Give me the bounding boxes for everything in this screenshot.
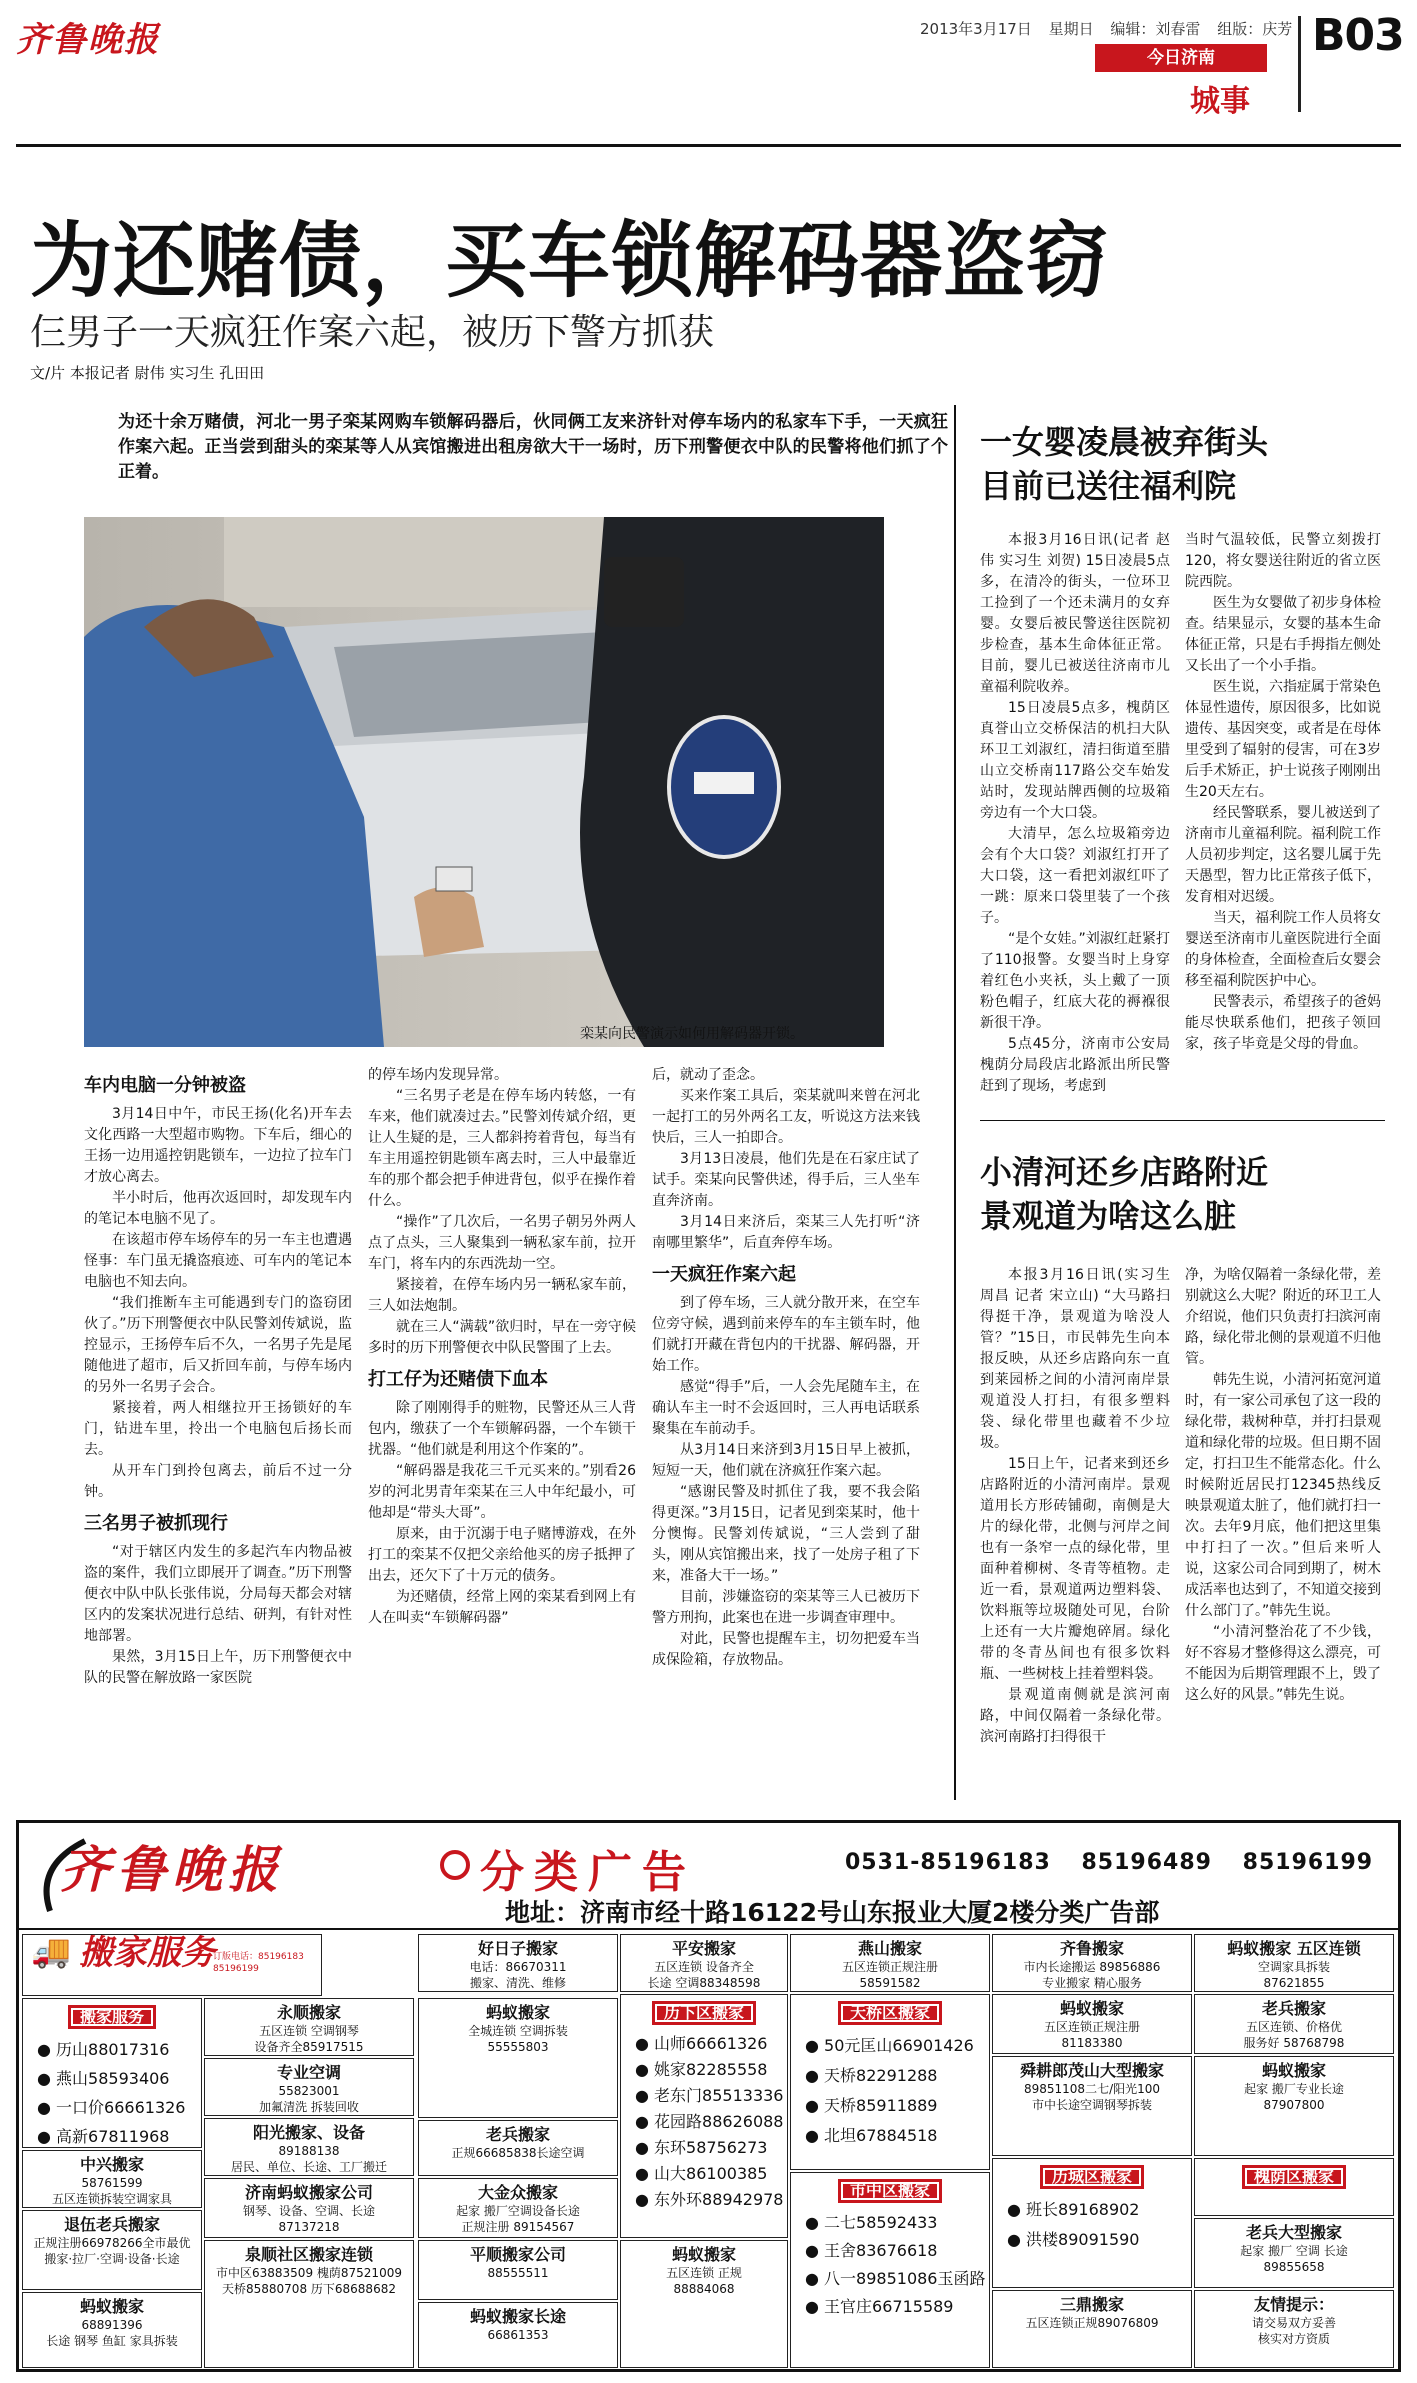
- ad-cell-name: 蚂蚁搬家: [79, 2297, 144, 2316]
- district-item: ● 东外环88942978: [635, 2190, 784, 2209]
- ad-cell-line: 起家 搬厂 空调 长途: [1240, 2244, 1348, 2258]
- ad-cell-line: 81183380: [1061, 2036, 1123, 2050]
- ad-cell-name: 好日子搬家: [477, 1939, 558, 1958]
- ad-cell-line: 正规注册 89154567: [461, 2220, 575, 2234]
- district-item: ● 一口价66661326: [37, 2098, 186, 2117]
- paragraph: 大清早，怎么垃圾箱旁边会有个大口袋？刘淑红打开了大口袋，这一看把刘淑红吓了一跳：原来口袋里装了一个孩子。: [980, 826, 1170, 926]
- ad-cell-name: 蚂蚁搬家: [485, 2003, 550, 2022]
- paragraph: 为还赌债，经常上网的栾某看到网上有人在叫卖“车锁解码器”: [368, 1589, 636, 1626]
- paragraph: “我们推断车主可能遇到专门的盗窃团伙了。”历下刑警便衣中队民警刘传斌说，监控显示，王扬停车后不久，一名男子先是尾随他进了超市，后又折回车前，与停车场内的另外一名男子会合。: [84, 1295, 352, 1395]
- ad-cell: [1194, 1994, 1394, 2054]
- district-item: ● 八一89851086玉函路: [805, 2269, 986, 2288]
- mover-icon: 🚚: [31, 1934, 71, 1970]
- paragraph: 医生为女婴做了初步身体检查。结果显示，女婴的基本生命体征正常，只是右手拇指左侧处又长出了一个小手指。: [1185, 595, 1381, 674]
- ad-cell: [418, 1934, 618, 1992]
- paragraph: 从3月14日来济到3月15日早上被抓，短短一天，他们就在济疯狂作案六起。: [652, 1442, 920, 1479]
- subheading: 打工仔为还赌债下血本: [368, 1369, 548, 1390]
- district-item: ● 洪楼89091590: [1007, 2230, 1140, 2249]
- paragraph: 净，为啥仅隔着一条绿化带，差别就这么大呢？附近的环卫工人介绍说，他们只负责打扫滨河南路，绿化带北侧的景观道不归他管。: [1185, 1267, 1381, 1367]
- ad-cell-line: 请交易双方妥善: [1251, 2316, 1336, 2330]
- ad-cell-name: 老兵搬家: [485, 2125, 550, 2144]
- district-items: [23, 2035, 201, 2148]
- ad-cell-line: 正规66685838长途空调: [451, 2146, 585, 2160]
- ad-cell-line: 五区连锁拆装空调家具: [51, 2192, 172, 2206]
- ad-cell-line: 核实对方资质: [1257, 2332, 1330, 2346]
- paragraph: 15日凌晨5点多，槐荫区真誉山立交桥保洁的机扫大队环卫工刘淑红，清扫街道至腊山立交桥南117路公交车始发站时，发现站牌西侧的垃圾箱旁边有一个大口袋。: [980, 700, 1170, 821]
- ad-phones: [845, 1850, 1395, 1875]
- shizhong-items: [791, 2209, 989, 2321]
- ad-banner-title: 搬家服务: [79, 1934, 215, 1973]
- ad-cell-line: 87621855: [1263, 1976, 1325, 1990]
- paragraph: 15日上午，记者来到还乡店路附近的小清河南岸。景观道用长方形砖铺砌，南侧是大片的绿化带，北侧与河岸之间也有一条窄一点的绿化带，里面种着柳树、冬青等植物。走近一看，景观道两边塑料袋、饮料瓶等垃圾随处可见，台阶上还有一大片瓣炮碎屑。绿化带的冬青丛间也有很多饮料瓶、一些树枝上挂着塑料袋。: [980, 1456, 1170, 1682]
- ad-cell-line: 58591582: [859, 1976, 921, 1990]
- district-title: 搬家服务: [68, 2005, 156, 2029]
- paragraph: “三名男子老是在停车场内转悠，一有车来，他们就凑过去。”民警刘传斌介绍，更让人生疑的是，三人都斜挎着背包，每当有车主用遥控钥匙锁车离去时，三人中最靠近车的那个都会把手伸进背包，似乎在操作着什么。: [368, 1088, 636, 1209]
- huaiyin-title: 槐荫区搬家: [1242, 2165, 1346, 2189]
- ad-cell-line: 天桥85880708 历下68688682: [222, 2282, 396, 2296]
- ad-phone-3: 85196199: [1242, 1850, 1374, 1875]
- licheng-title: 历城区搬家: [1040, 2165, 1144, 2189]
- ad-cell-line: 五区连锁正规注册: [1043, 2020, 1140, 2034]
- paragraph: “小清河整治花了不少钱，好不容易才整修得这么漂亮，可不能因为后期管理跟不上，毁了这么好的风景。”韩先生说。: [1185, 1624, 1381, 1703]
- district-item: ● 东环58756273: [635, 2138, 768, 2157]
- district-item: ● 天桥82291288: [805, 2066, 938, 2085]
- story-divider: [980, 1120, 1385, 1121]
- paragraph: 的停车场内发现异常。: [368, 1067, 508, 1083]
- ad-cell-name: 齐鲁搬家: [1059, 1939, 1124, 1958]
- story3-title-line1: 小清河还乡店路附近: [980, 1153, 1269, 1191]
- licheng-items: [993, 2195, 1191, 2255]
- ad-cell-line: 89855658: [1263, 2260, 1325, 2274]
- story3-title-line2: 景观道为啥这么脏: [980, 1197, 1237, 1235]
- ad-cell-line: 五区连锁 空调钢琴: [259, 2024, 359, 2038]
- district-item: ● 王舍83676618: [805, 2241, 938, 2260]
- ad-cell: [992, 2290, 1192, 2368]
- paragraph: 韩先生说，小清河拓宽河道时，有一家公司承包了这一段的绿化带，栽树种草，并打扫景观道和绿化带的垃圾。但日期不固定，打扫卫生不能常态化。什么时候附近居民打12345热线反映景观道太脏了，他们就打扫一次。去年9月底，他们把这里集中打扫了一次。”但后来听人说，这家公司合同到期了，树木成活率也达到了，不知道交接到什么部门了。”韩先生说。: [1185, 1372, 1381, 1619]
- ad-cell-line: 起家 搬厂空调设备长途: [456, 2204, 580, 2218]
- ad-cell-line: 五区连锁 设备齐全: [654, 1960, 754, 1974]
- ad-cell: [1194, 2218, 1394, 2288]
- paragraph: 紧接着，两人相继拉开王扬锁好的车门，钻进车里，拎出一个电脑包后扬长而去。: [84, 1400, 352, 1458]
- story2-title-line1: 一女婴凌晨被弃街头: [980, 423, 1269, 461]
- ad-cell-name: 蚂蚁搬家 五区连锁: [1227, 1939, 1361, 1958]
- ad-cell-name: 蚂蚁搬家长途: [469, 2307, 566, 2326]
- ad-cell-name: 友情提示：: [1253, 2295, 1334, 2314]
- ad-cell-line: 空调家具拆装: [1257, 1960, 1330, 1974]
- main-byline: 文/片 本报记者 尉伟 实习生 孔田田: [30, 364, 265, 382]
- ad-cell-name: 济南蚂蚁搬家公司: [244, 2183, 373, 2202]
- ad-cell-line: 长途 空调88348598: [647, 1976, 761, 1990]
- district-item: ● 山师66661326: [635, 2034, 768, 2053]
- ad-district-list: [22, 1998, 202, 2148]
- ad-cell: [1194, 2056, 1394, 2156]
- editor-credit: 编辑：刘春雷: [1110, 20, 1201, 38]
- ad-cell-line: 起家 搬厂专业长途: [1244, 2082, 1344, 2096]
- district-item: ● 山大86100385: [635, 2164, 768, 2183]
- paragraph: 从开车门到拎包离去，前后不过一分钟。: [84, 1463, 352, 1500]
- ad-cell-line: 专业搬家 精心服务: [1042, 1976, 1142, 1990]
- ad-cell-name: 泉顺社区搬家连锁: [244, 2245, 373, 2264]
- district-item: ● 班长89168902: [1007, 2200, 1140, 2219]
- main-column-3: [652, 1065, 920, 1671]
- ad-circle-icon: [440, 1850, 470, 1880]
- ad-cell-line: 正规注册66978266全市最优: [33, 2236, 191, 2250]
- district-item: ● 姚家82285558: [635, 2060, 768, 2079]
- ad-cell-line: 88555511: [487, 2266, 549, 2280]
- ad-cell-name: 专业空调: [276, 2063, 341, 2082]
- ad-cell: [418, 2178, 618, 2238]
- subheading: 三名男子被抓现行: [84, 1513, 228, 1534]
- ad-cell-line: 68891396: [81, 2318, 143, 2332]
- ad-cell-line: 市中区63883509 槐荫87521009: [216, 2266, 402, 2280]
- paragraph: “对于辖区内发生的多起汽车内物品被盗的案件，我们立即展开了调查。”历下刑警便衣中队中队长张伟说，分局每天都会对辖区内的发案状况进行总结、研判，有针对性地部署。: [84, 1544, 352, 1644]
- ad-phone-1: 0531-85196183: [845, 1850, 1051, 1875]
- paragraph: 当天，福利院工作人员将女婴送至济南市儿童医院进行全面的身体检查，全面检查后女婴会移至福利院医护中心。: [1185, 910, 1381, 989]
- ad-cell-name: 永顺搬家: [276, 2003, 341, 2022]
- paragraph: 3月14日中午，市民王扬(化名)开车去文化西路一大型超市购物。下车后，细心的王扬一边用遥控钥匙锁车，一边拉了拉车门才放心离去。: [84, 1106, 352, 1185]
- lixia-items: [621, 2031, 787, 2213]
- ad-cell-line: 五区连锁、价格优: [1245, 2020, 1342, 2034]
- story3-column-2: [1185, 1265, 1381, 1706]
- ad-cell-line: 长途 钢琴 鱼缸 家具拆装: [46, 2334, 178, 2348]
- tianqiao-title: 天桥区搬家: [838, 2001, 942, 2025]
- ad-cell-line: 设备齐全85917515: [254, 2040, 364, 2054]
- ad-cell-name: 舜耕郎茂山大型搬家: [1019, 2061, 1164, 2080]
- ad-cell: [620, 1934, 788, 1992]
- paragraph: 感觉“得手”后，一人会先尾随车主，在确认车主一时不会返回时，三人再电话联系聚集在车前动手。: [652, 1379, 920, 1437]
- paragraph: 本报3月16日讯(实习生 周昌 记者 宋立山) “大马路扫得挺干净，景观道为啥没人管？”15日，市民韩先生向本报反映，从还乡店路向东一直到莱园桥之间的小清河南岸景观道没人打扫，有很多塑料袋、绿化带里也藏着不少垃圾。: [980, 1267, 1170, 1451]
- ad-cell-name: 三鼎搬家: [1059, 2295, 1124, 2314]
- ad-cell-line: 87137218: [278, 2220, 340, 2234]
- masthead-logo: 齐鲁晚报: [16, 20, 160, 60]
- main-column-2: [368, 1065, 636, 1629]
- ad-cell-name: 老兵搬家: [1261, 1999, 1326, 2018]
- subheading: 一天疯狂作案六起: [652, 1264, 796, 1285]
- ad-cell: [418, 2302, 618, 2368]
- page-number: B03: [1312, 10, 1404, 61]
- ad-cell: [204, 1998, 414, 2056]
- ad-cell: [204, 2058, 414, 2116]
- paragraph: 紧接着，在停车场内另一辆私家车前，三人如法炮制。: [368, 1277, 636, 1314]
- ad-cell: [204, 2240, 414, 2368]
- ad-cell-line: 搬家·拉厂·空调·设备·长途: [44, 2252, 180, 2266]
- ad-cell-line: 88884068: [673, 2282, 735, 2296]
- ad-cell-name: 老兵大型搬家: [1245, 2223, 1342, 2242]
- district-item: ● 50元匡山66901426: [805, 2036, 974, 2055]
- ad-cell: [204, 2178, 414, 2238]
- layout-credit: 组版：庆芳: [1217, 20, 1293, 38]
- tianqiao-items: [791, 2031, 989, 2151]
- ad-cell-name: 大金众搬家: [477, 2183, 558, 2202]
- ad-rule: [16, 1928, 1401, 1930]
- ad-cell: [992, 1934, 1192, 1992]
- header-rule: [16, 144, 1401, 147]
- ad-lixia: [620, 1994, 788, 2238]
- ad-tianqiao: [790, 1994, 990, 2170]
- story3-column-1: [980, 1265, 1170, 1748]
- ad-cell: [790, 1934, 990, 1992]
- ad-cell-name: 蚂蚁搬家: [671, 2245, 736, 2264]
- paragraph: 5点45分，济南市公安局槐荫分局段店北路派出所民警赶到了现场，考虑到: [980, 1036, 1170, 1094]
- story2-column-2: [1185, 530, 1381, 1055]
- paragraph: “感谢民警及时抓住了我，要不我会陷得更深。”3月15日，记者见到栾某时，他十分懊悔。民警刘传斌说，“三人尝到了甜头，刚从宾馆搬出来，找了一处房子租了下来，准备大干一场。”: [652, 1484, 920, 1584]
- paragraph: 就在三人“满载”欲归时，早在一旁守候多时的历下刑警便衣中队民警围了上去。: [368, 1319, 636, 1356]
- ad-cell-line: 55555803: [487, 2040, 549, 2054]
- district-item: ● 高新67811968: [37, 2127, 170, 2146]
- ad-cell: [620, 2240, 788, 2368]
- ad-cell-name: 平顺搬家公司: [469, 2245, 566, 2264]
- paragraph: 后，就动了歪念。: [652, 1067, 764, 1083]
- ad-logo: 齐鲁晚报: [60, 1840, 284, 1899]
- ad-address: 地址：济南市经十路16122号山东报业大厦2楼分类广告部: [505, 1898, 1160, 1927]
- paragraph: 半小时后，他再次返回时，却发现车内的笔记本电脑不见了。: [84, 1190, 352, 1227]
- district-item: ● 老东门85513336: [635, 2086, 784, 2105]
- ad-huaiyin: [1194, 2158, 1394, 2216]
- ad-cell-name: 中兴搬家: [79, 2155, 144, 2174]
- paragraph: 除了刚刚得手的赃物，民警还从三人背包内，缴获了一个车锁解码器，一个车锁干扰器。“他们就是利用这个作案的”。: [368, 1400, 636, 1458]
- ad-cell-line: 市内长途搬运 89856886: [1023, 1960, 1161, 1974]
- ad-cell-line: 搬家、清洗、维修: [469, 1976, 566, 1990]
- ad-cell-line: 87907800: [1263, 2098, 1325, 2112]
- ad-cell-name: 退伍老兵搬家: [63, 2215, 160, 2234]
- main-subhead: 仨男子一天疯狂作案六起，被历下警方抓获: [30, 312, 715, 353]
- ad-cell-line: 居民、单位、长途、工厂搬迁: [230, 2160, 387, 2174]
- ad-phone-2: 85196489: [1081, 1850, 1212, 1875]
- ad-cell: [992, 2056, 1192, 2156]
- ad-cell: [1194, 2290, 1394, 2368]
- ad-cell-line: 全城连锁 空调拆装: [468, 2024, 568, 2038]
- column-divider: [954, 405, 956, 1800]
- district-item: ● 北坦67884518: [805, 2126, 938, 2145]
- ad-cell: [992, 1994, 1192, 2054]
- ad-cell-line: 五区连锁 正规: [666, 2266, 742, 2280]
- ad-cell-line: 89188138: [278, 2144, 340, 2158]
- main-headline: 为还赌债，买车锁解码器盗窃: [30, 214, 1110, 309]
- ad-cell-line: 电话：86670311: [469, 1960, 567, 1974]
- ad-licheng: [992, 2158, 1192, 2288]
- ad-cell-line: 钢琴、设备、空调、长途: [242, 2204, 375, 2218]
- paragraph: 景观道南侧就是滨河南路，中间仅隔着一条绿化带。滨河南路打扫得很干: [980, 1687, 1170, 1745]
- ad-cell: [418, 2240, 618, 2300]
- ad-cell: [1194, 1934, 1394, 1992]
- ad-cell-line: 服务好 58768798: [1243, 2036, 1345, 2050]
- paragraph: 医生说，六指症属于常染色体显性遗传，原因很多，比如说遗传、基因突变，或者是在母体里受到了辐射的侵害，可在3岁后手术矫正，护士说孩子刚刚出生20天左右。: [1185, 679, 1381, 800]
- header-divider: [1298, 16, 1301, 112]
- paragraph: 果然，3月15日上午，历下刑警便衣中队的民警在解放路一家医院: [84, 1649, 352, 1686]
- main-column-1: [84, 1065, 352, 1689]
- subheading: 车内电脑一分钟被盗: [84, 1075, 246, 1096]
- paragraph: 3月13日凌晨，他们先是在石家庄试了试手。栾某向民警供述，得手后，三人坐车直奔济南。: [652, 1151, 920, 1209]
- header-info: [920, 18, 1304, 39]
- ad-cell-line: 89851108二七/阳光100: [1023, 2082, 1161, 2096]
- ad-cell-line: 市中长途空调钢琴拆装: [1031, 2098, 1152, 2112]
- district-item: ● 花园路88626088: [635, 2112, 784, 2131]
- district-item: ● 王官庄66715589: [805, 2297, 954, 2316]
- paragraph: 民警表示，希望孩子的爸妈能尽快联系他们，把孩子领回家，孩子毕竟是父母的骨血。: [1185, 994, 1381, 1052]
- district-item: ● 燕山58593406: [37, 2069, 170, 2088]
- paragraph: “操作”了几次后，一名男子朝另外两人点了点头，三人聚集到一辆私家车前，拉开车门，将车内的东西洗劫一空。: [368, 1214, 636, 1272]
- ad-cell-line: 加氟清洗 拆装回收: [259, 2100, 359, 2114]
- paragraph: 买来作案工具后，栾某就叫来曾在河北一起打工的另外两名工友，听说这方法来钱快后，三人一拍即合。: [652, 1088, 920, 1146]
- ad-cell-line: 五区连锁正规注册: [841, 1960, 938, 1974]
- ad-banner-moving: [22, 1934, 322, 1996]
- ad-cell: [22, 2292, 202, 2368]
- story2-title: [980, 420, 1268, 508]
- ad-shizhong: [790, 2172, 990, 2368]
- paragraph: “是个女娃。”刘淑红赶紧打了110报警。女婴当时上身穿着红色小夹袄，头上戴了一顶粉色帽子，红底大花的褥褓很新很干净。: [980, 931, 1170, 1031]
- ad-cell: [22, 2150, 202, 2208]
- paragraph: 目前，涉嫌盗窃的栾某等三人已被历下警方刑拘，此案也在进一步调查审理中。: [652, 1589, 920, 1626]
- district-item: ● 天桥85911889: [805, 2096, 938, 2115]
- ad-cell-name: 蚂蚁搬家: [1059, 1999, 1124, 2018]
- news-photo: [84, 517, 884, 1047]
- issue-date: 2013年3月17日: [920, 20, 1032, 38]
- paragraph: 本报3月16日讯(记者 赵伟 实习生 刘贺) 15日凌晨5点多，在清冷的街头，一位环卫工捡到了一个还未满月的女弃婴。女婴后被民警送往医院初步检查，基本生命体征正常。目前，婴儿已被送往济南市儿童福利院收养。: [980, 532, 1170, 695]
- ad-cell-line: 五区连锁正规89076809: [1025, 2316, 1159, 2330]
- main-lead: 为还十余万赌债，河北一男子栾某网购车锁解码器后，伙同俩工友来济针对停车场内的私家车下手，一天疯狂作案六起。正当尝到甜头的栾某等人从宾馆搬进出租房欲大干一场时，历下刑警便衣中队的民警将他们抓了个正着。: [118, 412, 948, 482]
- ad-cell-name: 蚂蚁搬家: [1261, 2061, 1326, 2080]
- ad-cell-name: 阳光搬家、设备: [252, 2123, 365, 2142]
- paragraph: 当时气温较低，民警立刻拨打120，将女婴送往附近的省立医院西院。: [1185, 532, 1381, 590]
- paragraph: 3月14日来济后，栾某三人先打听“济南哪里繁华”，后直奔停车场。: [652, 1214, 920, 1251]
- story3-title: [980, 1150, 1268, 1238]
- ad-cell: [418, 2120, 618, 2176]
- section-tag: 今日济南: [1095, 44, 1267, 72]
- paragraph: 在该超市停车场停车的另一车主也遭遇怪事：车门虽无撬盗痕迹、可车内的笔记本电脑也不知去向。: [84, 1232, 352, 1290]
- section-name: 城事: [1190, 84, 1250, 119]
- issue-weekday: 星期日: [1048, 20, 1094, 38]
- paragraph: 到了停车场，三人就分散开来，在空车位旁守候，遇到前来停车的车主锁车时，他们就打开藏在背包内的干扰器、解码器，开始工作。: [652, 1295, 920, 1374]
- ad-banner-hotline: 订版电话：85196183 85196199: [213, 1952, 304, 1974]
- ad-cell-line: 58761599: [81, 2176, 143, 2190]
- ad-cell-line: 66861353: [487, 2328, 549, 2342]
- district-item: ● 历山88017316: [37, 2040, 170, 2059]
- story2-title-line2: 目前已送往福利院: [980, 467, 1237, 505]
- ad-cell-line: 55823001: [278, 2084, 340, 2098]
- shizhong-title: 市中区搬家: [838, 2179, 942, 2203]
- ad-cell-name: 平安搬家: [671, 1939, 736, 1958]
- district-item: ● 二七58592433: [805, 2213, 938, 2232]
- paragraph: 经民警联系，婴儿被送到了济南市儿童福利院。福利院工作人员初步判定，这名婴儿属于先天愚型，智力比正常孩子低下，发育相对迟缓。: [1185, 805, 1381, 905]
- ad-cell: [204, 2118, 414, 2176]
- ad-cell: [418, 1998, 618, 2118]
- ad-cell: [22, 2210, 202, 2290]
- ad-cell-name: 燕山搬家: [857, 1939, 922, 1958]
- paragraph: 对此，民警也提醒车主，切勿把爱车当成保险箱，存放物品。: [652, 1631, 920, 1668]
- photo-caption: 栾某向民警演示如何用解码器开锁。: [580, 1026, 804, 1042]
- photo-illustration: [84, 517, 884, 1047]
- ad-title: 分类广告: [480, 1847, 696, 1898]
- paragraph: “解码器是我花三千元买来的。”别看26岁的河北男青年栾某在三人中年纪最小，可他却是“带头大哥”。: [368, 1463, 636, 1521]
- paragraph: 原来，由于沉溺于电子赌博游戏，在外打工的栾某不仅把父亲给他买的房子抵押了出去，还欠下了十万元的债务。: [368, 1526, 636, 1584]
- story2-column-1: [980, 530, 1170, 1097]
- lixia-title: 历下区搬家: [652, 2001, 756, 2025]
